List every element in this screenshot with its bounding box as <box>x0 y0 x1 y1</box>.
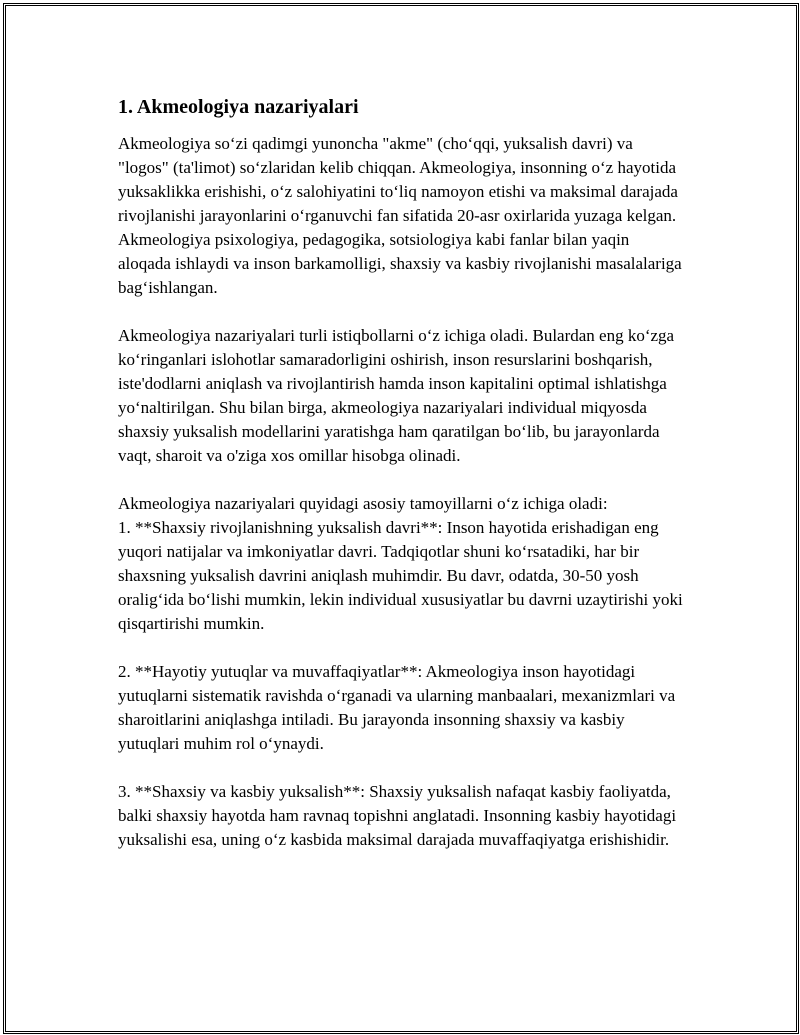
paragraph-intro: Akmeologiya so‘zi qadimgi yunoncha "akme" (cho‘qqi, yuksalish davri) va "logos" (ta'limot) so‘zlaridan kelib chiqqan. Akmeologiya, insonning o‘z hayotida yuksaklikka erishishi, o‘z salohiyatini to‘liq namoyon etishi va maksimal darajada rivojlanishi jarayonlarini o‘rganuvchi fan sifatida 20-asr oxirlarida yuzaga kelgan. Akmeologiya psixologiya, pedagogika, sotsiologiya kabi fanlar bilan yaqin aloqada ishlaydi va inson barkamolligi, shaxsiy va kasbiy rivojlanishi masalalariga bag‘ishlangan. <box>118 134 682 297</box>
paragraph-growth: 3. **Shaxsiy va kasbiy yuksalish**: Shaxsiy yuksalish nafaqat kasbiy faoliyatda, balki shaxsiy hayotda ham ravnaq topishni anglatadi. Insonning kasbiy hayotidagi yuksalishi esa, uning o‘z kasbida maksimal darajada muvaffaqiyatga erishishidir. <box>118 782 677 849</box>
section-heading: 1. Akmeologiya nazariyalari <box>118 96 359 118</box>
document-body <box>118 94 683 876</box>
paragraph-perspectives: Akmeologiya nazariyalari turli istiqbollarni o‘z ichiga oladi. Bulardan eng ko‘zga ko‘ringanlari islohotlar samaradorligini oshirish, inson resurslarini boshqarish, iste'dodlarni aniqlash va rivojlantirish hamda inson kapitalini optimal ishlatishga yo‘naltirilgan. Shu bilan birga, akmeologiya nazariyalari individual miqyosda shaxsiy yuksalish modellarini yaratishga ham qaratilgan bo‘lib, bu jarayonlarda vaqt, sharoit va o'ziga xos omillar hisobga olinadi. <box>118 326 675 465</box>
paragraph-achievements: 2. **Hayotiy yutuqlar va muvaffaqiyatlar**: Akmeologiya inson hayotidagi yutuqlarni sistematik ravishda o‘rganadi va ularning manbaalari, mexanizmlari va sharoitlarini aniqlashga intiladi. Bu jarayonda insonning shaxsiy va kasbiy yutuqlari muhim rol o‘ynaydi. <box>118 662 676 753</box>
paragraph-principles: Akmeologiya nazariyalari quyidagi asosiy tamoyillarni o‘z ichiga oladi: 1. **Shaxsiy rivojlanishning yuksalish davri**: Inson hayotida erishadigan eng yuqori natijalar va imkoniyatlar davri. Tadqiqotlar shuni ko‘rsatadiki, har bir shaxsning yuksalish davrini aniqlash muhimdir. Bu davr, odatda, 30-50 yosh oralig‘ida bo‘lishi mumkin, lekin individual xususiyatlar bu davrni uzaytirishi yoki qisqartirishi mumkin. <box>118 494 683 633</box>
